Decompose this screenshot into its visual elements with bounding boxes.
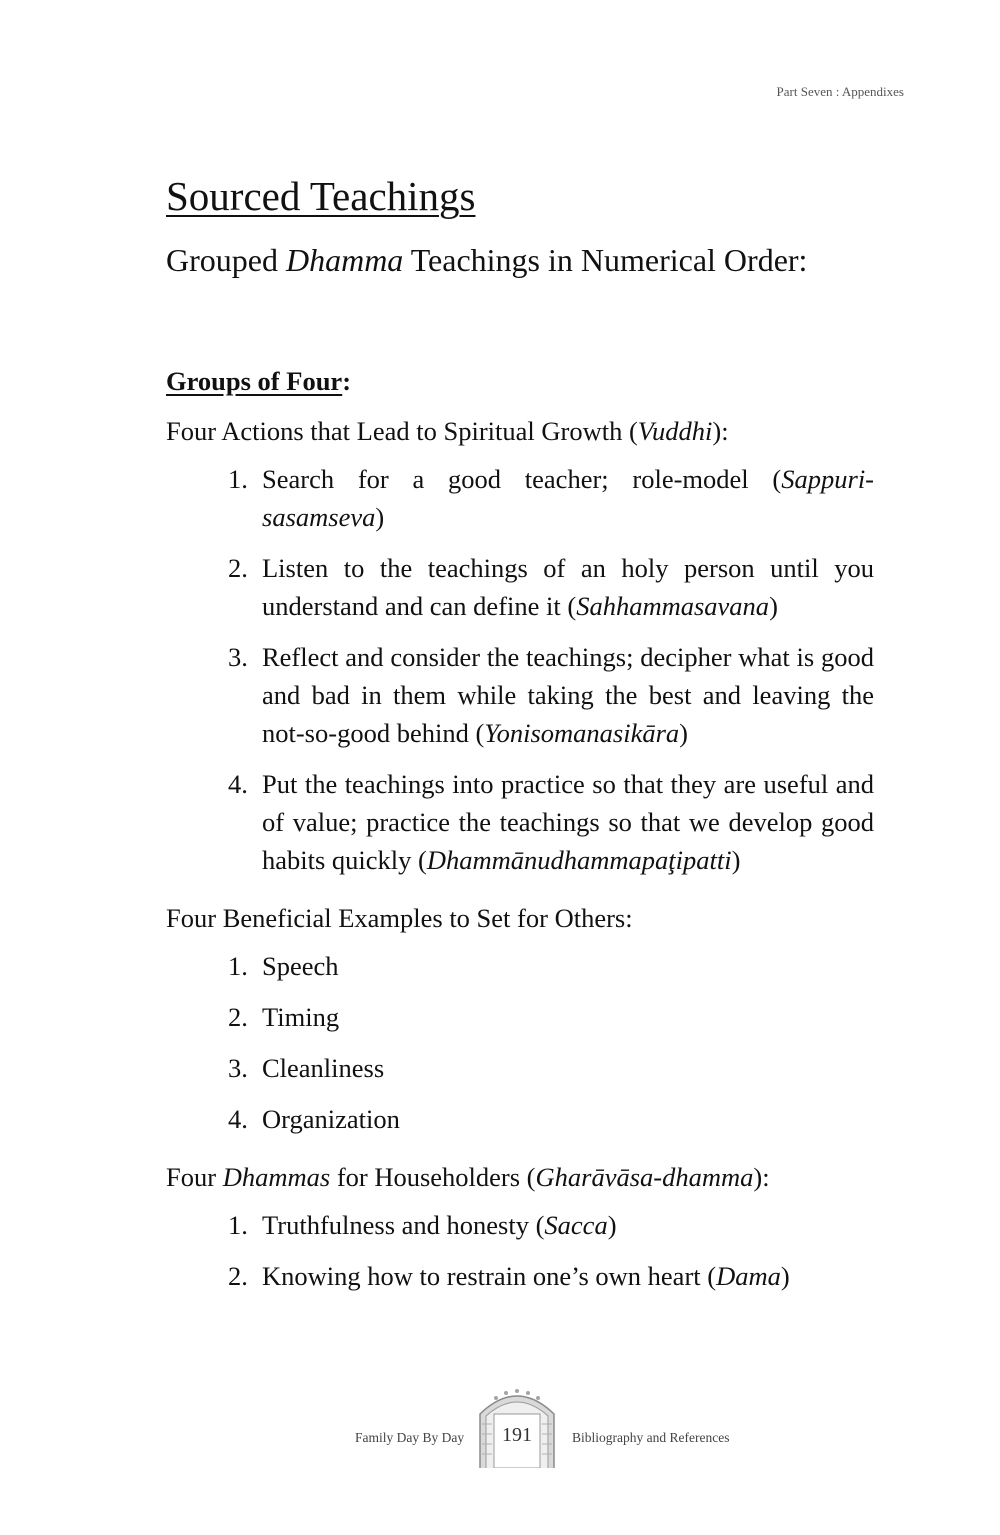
item-text: Speech bbox=[262, 951, 339, 981]
list-item bbox=[166, 765, 874, 879]
list-item bbox=[166, 1100, 874, 1138]
item-number: 1. bbox=[228, 464, 248, 494]
content bbox=[166, 362, 874, 1315]
group-heading-actions bbox=[166, 412, 874, 450]
item-close: ) bbox=[679, 718, 688, 748]
item-text: Search for a good teacher; role-model ( bbox=[262, 464, 782, 494]
item-text: Timing bbox=[262, 1002, 340, 1032]
item-text: Knowing how to restrain one’s own heart ( bbox=[262, 1261, 717, 1291]
subtitle-pre: Grouped bbox=[166, 242, 286, 278]
group-heading-close: ): bbox=[712, 416, 729, 446]
item-term: Yonisomanasikāra bbox=[484, 718, 680, 748]
section-heading-colon: : bbox=[342, 366, 352, 396]
item-number: 3. bbox=[228, 642, 248, 672]
list-item bbox=[166, 1049, 874, 1087]
page-number: 191 bbox=[502, 1424, 532, 1446]
group-heading-text: Four bbox=[166, 1162, 223, 1192]
item-close: ) bbox=[375, 502, 385, 532]
list-actions bbox=[166, 460, 874, 879]
list-item bbox=[166, 638, 874, 752]
item-close: ) bbox=[731, 845, 741, 875]
item-number: 2. bbox=[228, 1261, 248, 1291]
item-number: 1. bbox=[228, 951, 248, 981]
section-heading bbox=[166, 362, 874, 400]
page-title: Sourced Teachings bbox=[166, 173, 476, 219]
list-item bbox=[166, 549, 874, 625]
list-examples bbox=[166, 947, 874, 1138]
item-term: Dhammānudhammapaţipatti bbox=[426, 845, 732, 875]
list-item bbox=[166, 1206, 874, 1244]
group-heading-term: Vuddhi bbox=[637, 416, 713, 446]
item-number: 1. bbox=[228, 1210, 248, 1240]
footer-book-title: Family Day By Day bbox=[355, 1430, 465, 1445]
item-number: 4. bbox=[228, 1104, 248, 1134]
list-item bbox=[166, 998, 874, 1036]
list-householders bbox=[166, 1206, 874, 1295]
footer-section-title: Bibliography and References bbox=[572, 1430, 730, 1445]
item-term: Sappuri-sasamseva bbox=[262, 464, 874, 532]
group-heading-householders bbox=[166, 1158, 874, 1196]
subtitle-italic: Dhamma bbox=[285, 242, 404, 278]
subtitle-post: Teachings in Numerical Order: bbox=[403, 242, 808, 278]
item-text: Listen to the teachings of an holy person until you understand and can define it ( bbox=[262, 553, 874, 621]
list-item bbox=[166, 460, 874, 536]
item-close: ) bbox=[607, 1210, 617, 1240]
item-term: Sahhammasavana bbox=[576, 591, 770, 621]
item-number: 4. bbox=[228, 769, 248, 799]
group-heading-text: for Householders ( bbox=[330, 1162, 536, 1192]
list-item bbox=[166, 1257, 874, 1295]
item-text: Cleanliness bbox=[262, 1053, 385, 1083]
item-term: Dama bbox=[716, 1261, 781, 1291]
running-head: Part Seven : Appendixes bbox=[776, 84, 904, 99]
list-item bbox=[166, 947, 874, 985]
group-heading-close: ): bbox=[753, 1162, 770, 1192]
group-heading-term: Dhammas bbox=[222, 1162, 331, 1192]
page-subtitle bbox=[166, 242, 807, 279]
group-heading-examples: Four Beneficial Examples to Set for Others: bbox=[166, 903, 633, 933]
item-close: ) bbox=[780, 1261, 790, 1291]
item-number: 3. bbox=[228, 1053, 248, 1083]
item-number: 2. bbox=[228, 553, 248, 583]
section-heading-text: Groups of Four bbox=[166, 366, 343, 396]
item-text: Put the teachings into practice so that they are useful and of value; practice the teachings so that we develop good habits quickly ( bbox=[262, 769, 874, 875]
item-number: 2. bbox=[228, 1002, 248, 1032]
item-term: Sacca bbox=[544, 1210, 608, 1240]
page-footer bbox=[0, 1384, 1000, 1470]
item-text: Organization bbox=[262, 1104, 400, 1134]
item-text: Truthfulness and honesty ( bbox=[262, 1210, 545, 1240]
item-text: Reflect and consider the teachings; decipher what is good and bad in them while taking the best and leaving the not-so-good behind ( bbox=[262, 642, 874, 748]
item-close: ) bbox=[769, 591, 778, 621]
group-heading-term: Gharāvāsa-dhamma bbox=[535, 1162, 754, 1192]
group-heading-text: Four Actions that Lead to Spiritual Growth ( bbox=[166, 416, 638, 446]
